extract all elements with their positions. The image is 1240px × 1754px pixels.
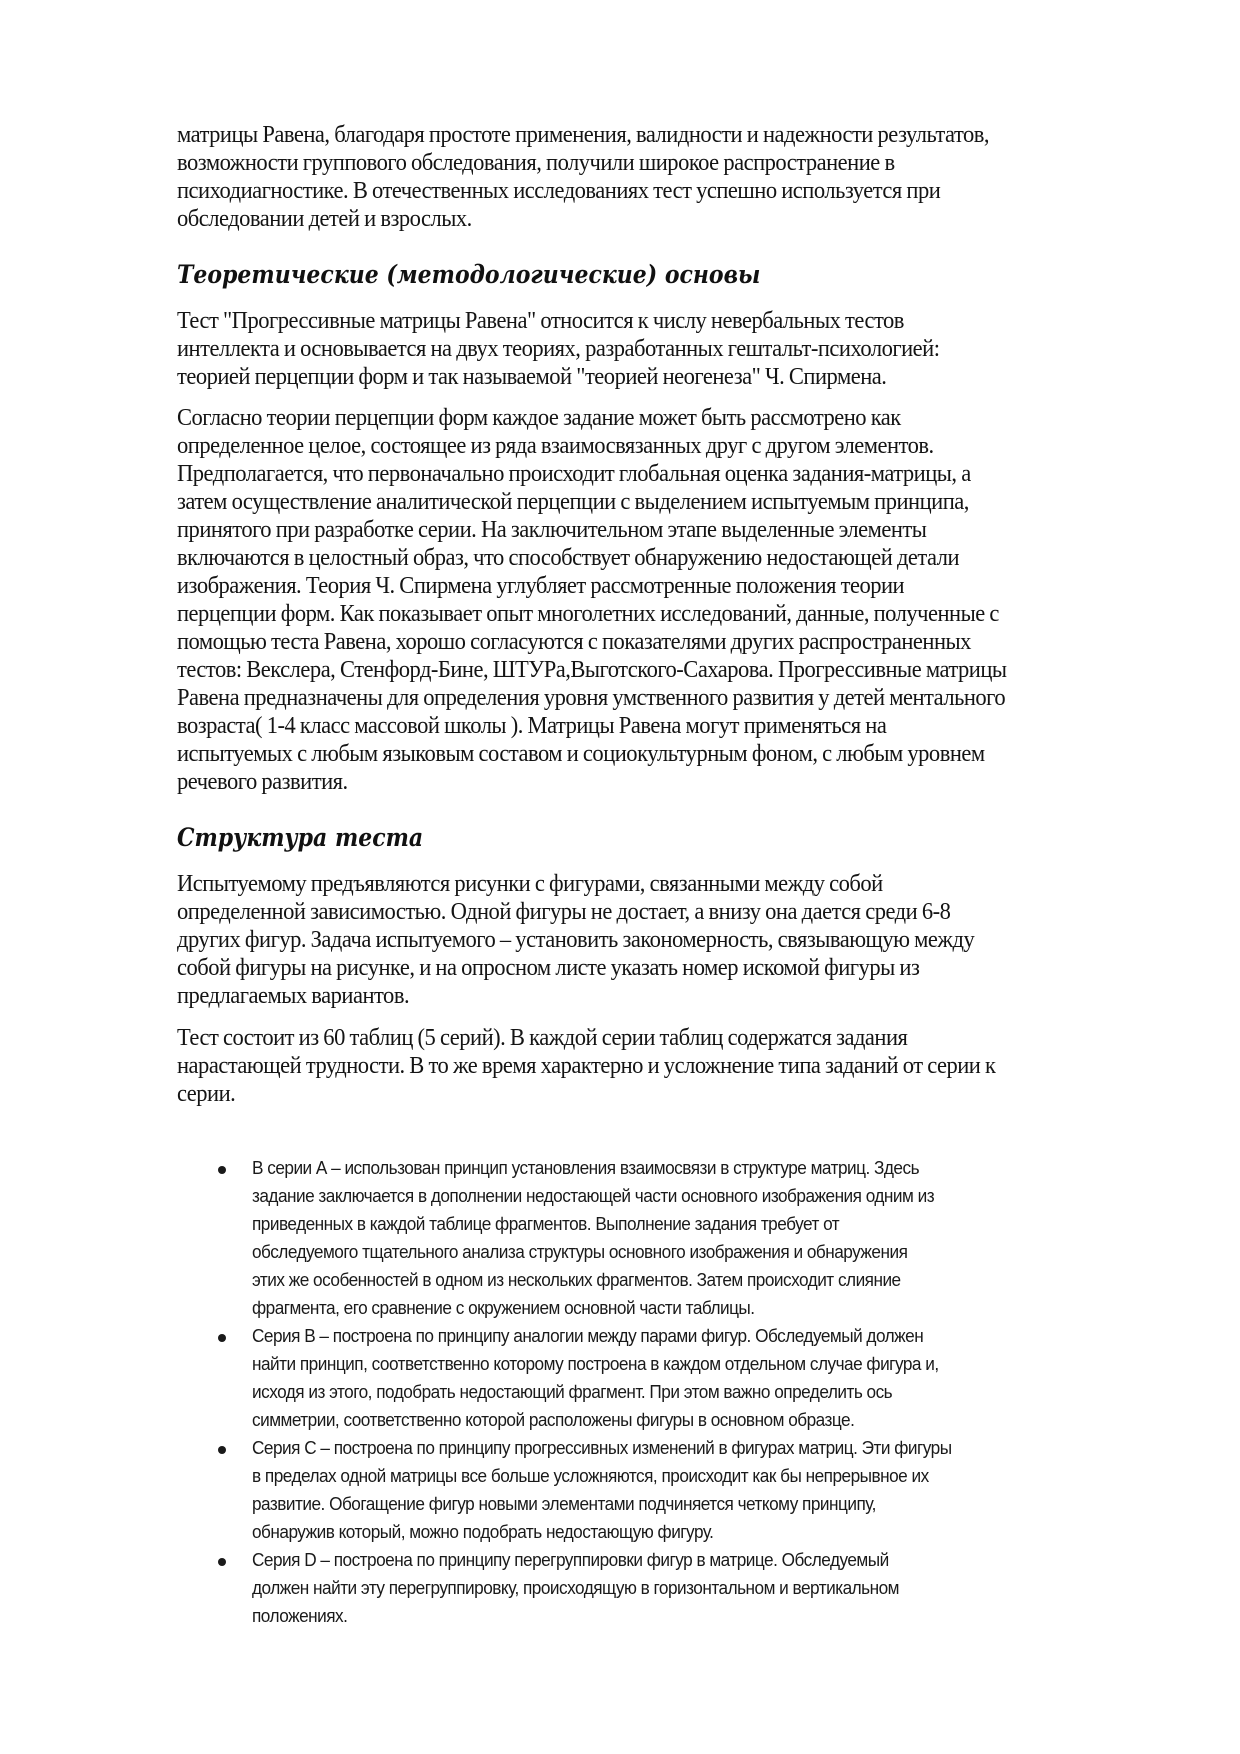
text-line: развитие. Обогащение фигур новыми элементами подчиняется четкому принципу, [252, 1493, 876, 1514]
text-line: интеллекта и основывается на двух теориях, разработанных гештальт-психологией: [177, 335, 940, 362]
text-line: Тест состоит из 60 таблиц (5 серий). В каждой серии таблиц содержатся задания [177, 1024, 908, 1051]
text-line: задание заключается в дополнении недостающей части основного изображения одним из [252, 1185, 935, 1206]
text-line: тестов: Векслера, Стенфорд-Бине, ШТУРа,Выготского-Сахарова. Прогрессивные матрицы [177, 656, 1007, 683]
text-line: нарастающей трудности. В то же время характерно и усложнение типа заданий от серии к [177, 1052, 996, 1079]
bullet-dot-icon [218, 1558, 226, 1566]
text-line: Равена предназначены для определения уровня умственного развития у детей ментального [177, 684, 1006, 711]
text-line: предлагаемых вариантов. [177, 982, 410, 1009]
section-heading: Структура теста [177, 823, 424, 852]
text-line: симметрии, соответственно которой расположены фигуры в основном образце. [252, 1409, 855, 1430]
text-line: в пределах одной матрицы все больше усложняются, происходит как бы непрерывное их [252, 1465, 929, 1486]
text-line: В серии А – использован принцип установления взаимосвязи в структуре матриц. Здесь [252, 1157, 920, 1178]
bullet-dot-icon [218, 1166, 226, 1174]
text-line: положениях. [252, 1605, 348, 1626]
text-line: этих же особенностей в одном из нескольких фрагментов. Затем происходит слияние [252, 1269, 901, 1290]
text-line: обследовании детей и взрослых. [177, 205, 472, 232]
text-line: теорией перцепции форм и так называемой "теорией неогенеза" Ч. Спирмена. [177, 363, 887, 390]
bullet-dot-icon [218, 1334, 226, 1342]
text-line: исходя из этого, подобрать недостающий фрагмент. При этом важно определить ось [252, 1381, 893, 1402]
text-line: возможности группового обследования, получили широкое распространение в [177, 149, 895, 176]
text-line: Согласно теории перцепции форм каждое задание может быть рассмотрено как [177, 404, 901, 431]
text-line: психодиагностике. В отечественных исследованиях тест успешно используется при [177, 177, 941, 204]
text-line: определенное целое, состоящее из ряда взаимосвязанных друг с другом элементов. [177, 432, 934, 459]
text-line: матрицы Равена, благодаря простоте применения, валидности и надежности результатов, [177, 121, 990, 148]
text-line: принятого при разработке серии. На заключительном этапе выделенные элементы [177, 516, 927, 543]
text-line: включаются в целостный образ, что способствует обнаружению недостающей детали [177, 544, 960, 571]
bullet-dot-icon [218, 1446, 226, 1454]
text-line: перцепции форм. Как показывает опыт многолетних исследований, данные, полученные с [177, 600, 999, 627]
section-heading: Теоретические (методологические) основы [177, 260, 761, 289]
text-line: собой фигуры на рисунке, и на опросном листе указать номер искомой фигуры из [177, 954, 920, 981]
text-line: Испытуемому предъявляются рисунки с фигурами, связанными между собой [177, 870, 883, 897]
text-line: Серия С – построена по принципу прогрессивных изменений в фигурах матриц. Эти фигуры [252, 1437, 952, 1458]
text-line: должен найти эту перегруппировку, происходящую в горизонтальном и вертикальном [252, 1577, 899, 1598]
text-line: серии. [177, 1080, 236, 1107]
text-line: обследуемого тщательного анализа структуры основного изображения и обнаружения [252, 1241, 908, 1262]
text-line: речевого развития. [177, 768, 348, 795]
text-line: помощью теста Равена, хорошо согласуются с показателями других распространенных [177, 628, 971, 655]
text-line: испытуемых с любым языковым составом и социокультурным фоном, с любым уровнем [177, 740, 985, 767]
text-line: изображения. Теория Ч. Спирмена углубляет рассмотренные положения теории [177, 572, 905, 599]
text-line: Серия D – построена по принципу перегруппировки фигур в матрице. Обследуемый [252, 1549, 889, 1570]
text-line: затем осуществление аналитической перцепции с выделением испытуемым принципа, [177, 488, 969, 515]
text-line: найти принцип, соответственно которому построена в каждом отдельном случае фигура и, [252, 1353, 939, 1374]
text-line: Серия В – построена по принципу аналогии между парами фигур. Обследуемый должен [252, 1325, 924, 1346]
text-line: определенной зависимостью. Одной фигуры не достает, а внизу она дается среди 6-8 [177, 898, 951, 925]
text-line: возраста( 1-4 класс массовой школы ). Матрицы Равена могут применяться на [177, 712, 887, 739]
text-line: приведенных в каждой таблице фрагментов. Выполнение задания требует от [252, 1213, 840, 1234]
text-line: Предполагается, что первоначально происходит глобальная оценка задания-матрицы, а [177, 460, 971, 487]
text-line: фрагмента, его сравнение с окружением основной части таблицы. [252, 1297, 755, 1318]
text-line: обнаружив который, можно подобрать недостающую фигуру. [252, 1521, 714, 1542]
text-line: Тест "Прогрессивные матрицы Равена" относится к числу невербальных тестов [177, 307, 904, 334]
text-line: других фигур. Задача испытуемого – установить закономерность, связывающую между [177, 926, 975, 953]
